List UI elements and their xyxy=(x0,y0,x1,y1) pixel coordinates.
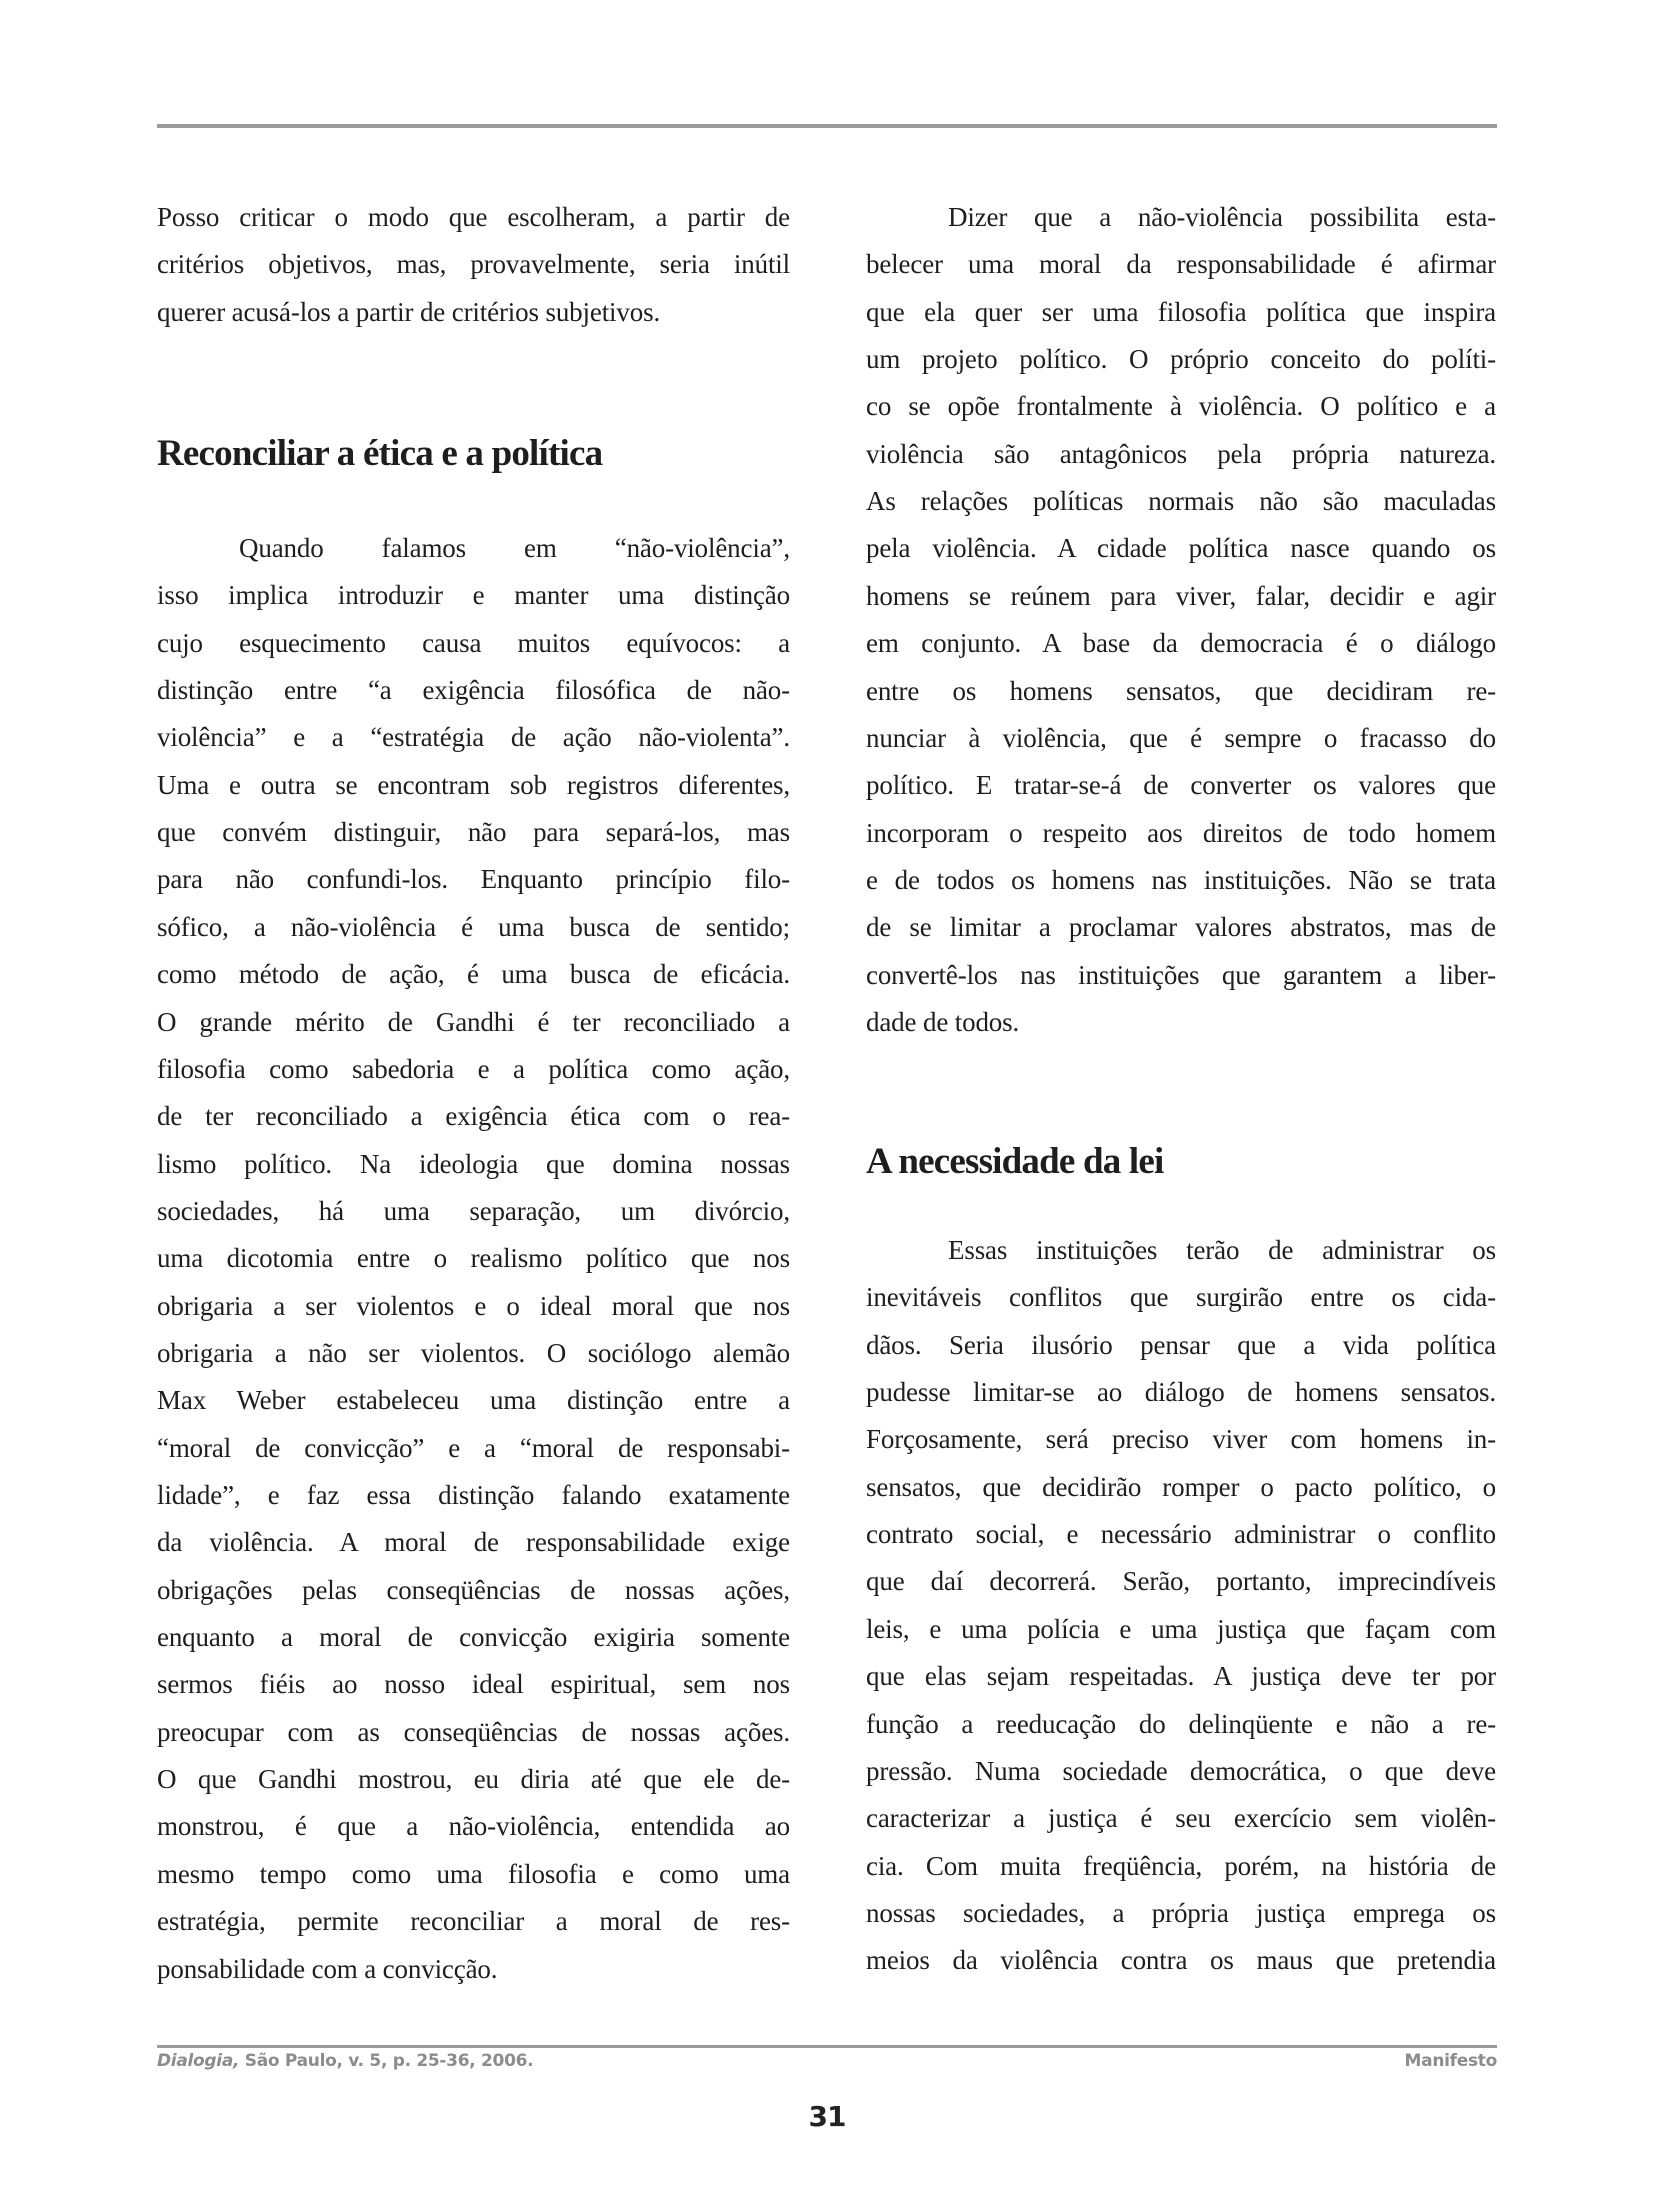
body-paragraph-line: entre os homens sensatos, que decidiram re- xyxy=(866,675,1496,706)
body-paragraph-line: leis, e uma polícia e uma justiça que façam com xyxy=(866,1613,1496,1644)
body-paragraph-line: da violência. A moral de responsabilidade exige xyxy=(157,1527,790,1558)
body-paragraph-line: como método de ação, é uma busca de eficácia. xyxy=(157,959,790,990)
body-paragraph-line: belecer uma moral da responsabilidade é afirmar xyxy=(866,249,1496,280)
body-paragraph-line: político. E tratar-se-á de converter os valores que xyxy=(866,770,1496,801)
body-paragraph-line: cia. Com muita freqüência, porém, na história de xyxy=(866,1850,1496,1881)
body-paragraph-line: meios da violência contra os maus que pretendia xyxy=(866,1945,1496,1976)
body-paragraph-line: sociedades, há uma separação, um divórcio, xyxy=(157,1195,790,1226)
body-paragraph-line: convertê-los nas instituições que garantem a liber- xyxy=(866,959,1496,990)
body-paragraph-line: mesmo tempo como uma filosofia e como uma xyxy=(157,1858,790,1889)
body-paragraph-line: Dizer que a não-violência possibilita esta- xyxy=(948,202,1496,232)
body-paragraph-line: nossas sociedades, a própria justiça emprega os xyxy=(866,1897,1496,1928)
body-paragraph-line: distinção entre “a exigência filosófica de não- xyxy=(157,675,790,706)
body-paragraph-line: uma dicotomia entre o realismo político que nos xyxy=(157,1243,790,1274)
body-paragraph-line: Max Weber estabeleceu uma distinção entre a xyxy=(157,1385,790,1416)
body-paragraph-line: em conjunto. A base da democracia é o diálogo xyxy=(866,628,1496,659)
body-paragraph-line: de ter reconciliado a exigência ética com o rea- xyxy=(157,1101,790,1132)
body-paragraph-line: violência são antagônicos pela própria natureza. xyxy=(866,438,1496,469)
body-paragraph-line: filosofia como sabedoria e a política como ação, xyxy=(157,1053,790,1084)
footer-citation xyxy=(157,2048,533,2074)
body-paragraph-line: estratégia, permite reconciliar a moral de res- xyxy=(157,1906,790,1937)
body-paragraph-line: ponsabilidade com a convicção. xyxy=(157,1953,498,1984)
body-paragraph-line: homens se reúnem para viver, falar, decidir e agir xyxy=(866,580,1496,611)
body-paragraph-line: O que Gandhi mostrou, eu diria até que ele de- xyxy=(157,1764,790,1795)
body-paragraph-line: co se opõe frontalmente à violência. O político e a xyxy=(866,391,1496,422)
body-paragraph-line: para não confundi-los. Enquanto princípio filo- xyxy=(157,864,790,895)
body-paragraph-line: pressão. Numa sociedade democrática, o que deve xyxy=(866,1755,1496,1786)
body-paragraph-line: caracterizar a justiça é seu exercício sem violên- xyxy=(866,1803,1496,1834)
body-paragraph-line: inevitáveis conflitos que surgirão entre os cida- xyxy=(866,1282,1496,1313)
body-paragraph-line: que daí decorrerá. Serão, portanto, imprecindíveis xyxy=(866,1566,1496,1597)
body-paragraph-line: incorporam o respeito aos direitos de todo homem xyxy=(866,817,1496,848)
body-paragraph-line: função a reeducação do delinqüente e não a re- xyxy=(866,1708,1496,1739)
body-paragraph-line: sensatos, que decidirão romper o pacto político, o xyxy=(866,1471,1496,1502)
section-heading-necessidade: A necessidade da lei xyxy=(866,1141,1164,1182)
body-paragraph-line: lismo político. Na ideologia que domina nossas xyxy=(157,1148,790,1179)
page-number: 31 xyxy=(808,2100,846,2133)
body-paragraph-line: pudesse limitar-se ao diálogo de homens sensatos. xyxy=(866,1377,1496,1408)
citation-details: São Paulo, v. 5, p. 25-36, 2006. xyxy=(239,2051,534,2071)
body-paragraph-line: nunciar à violência, que é sempre o fracasso do xyxy=(866,722,1496,753)
body-paragraph-line: O grande mérito de Gandhi é ter reconciliado a xyxy=(157,1006,790,1037)
footer-section-label: Manifesto xyxy=(1404,2051,1497,2071)
body-paragraph-line: obrigações pelas conseqüências de nossas ações, xyxy=(157,1574,790,1605)
body-paragraph-line: sófico, a não-violência é uma busca de sentido; xyxy=(157,911,790,942)
body-paragraph-line: “moral de convicção” e a “moral de responsabi- xyxy=(157,1432,790,1463)
body-paragraph-line: que convém distinguir, não para separá-los, mas xyxy=(157,817,790,848)
body-paragraph-line: pela violência. A cidade política nasce quando os xyxy=(866,533,1496,564)
body-paragraph-line: monstrou, é que a não-violência, entendida ao xyxy=(157,1811,790,1842)
body-paragraph-line: dãos. Seria ilusório pensar que a vida política xyxy=(866,1329,1496,1360)
body-paragraph-line: contrato social, e necessário administrar o conflito xyxy=(866,1519,1496,1550)
body-paragraph-line: enquanto a moral de convicção exigiria somente xyxy=(157,1622,790,1653)
journal-name: Dialogia, xyxy=(157,2051,240,2071)
intro-paragraph-line: critérios objetivos, mas, provavelmente, seria inútil xyxy=(157,249,790,280)
header-rule xyxy=(157,124,1497,128)
body-paragraph-line: e de todos os homens nas instituições. Não se trata xyxy=(866,864,1496,895)
body-paragraph-line: Essas instituições terão de administrar os xyxy=(948,1235,1496,1265)
body-paragraph-line: Uma e outra se encontram sob registros diferentes, xyxy=(157,769,790,800)
body-paragraph-line: sermos fiéis ao nosso ideal espiritual, sem nos xyxy=(157,1669,790,1700)
body-paragraph-line: obrigaria a ser violentos e o ideal moral que nos xyxy=(157,1290,790,1321)
body-paragraph-line: violência” e a “estratégia de ação não-violenta”. xyxy=(157,722,790,753)
body-paragraph-line: de se limitar a proclamar valores abstratos, mas de xyxy=(866,912,1496,943)
body-paragraph-line: cujo esquecimento causa muitos equívocos: a xyxy=(157,627,790,658)
body-paragraph-line: que ela quer ser uma filosofia política que inspira xyxy=(866,296,1496,327)
body-paragraph-line: isso implica introduzir e manter uma distinção xyxy=(157,580,790,611)
body-paragraph-line: As relações políticas normais não são maculadas xyxy=(866,486,1496,517)
body-paragraph-line: preocupar com as conseqüências de nossas ações. xyxy=(157,1716,790,1747)
intro-paragraph-line: Posso criticar o modo que escolheram, a partir de xyxy=(157,202,790,232)
body-paragraph-line: dade de todos. xyxy=(866,1006,1020,1037)
intro-paragraph-line: querer acusá-los a partir de critérios subjetivos. xyxy=(157,296,661,327)
body-paragraph-line: lidade”, e faz essa distinção falando exatamente xyxy=(157,1480,790,1510)
body-paragraph-line: que elas sejam respeitadas. A justiça deve ter por xyxy=(866,1661,1496,1692)
body-paragraph-line: obrigaria a não ser violentos. O sociólogo alemão xyxy=(157,1337,790,1368)
body-paragraph-line: um projeto político. O próprio conceito do políti- xyxy=(866,344,1496,375)
section-heading-reconciliar: Reconciliar a ética e a política xyxy=(157,433,603,474)
body-paragraph-line: Quando falamos em “não-violência”, xyxy=(239,533,790,563)
body-paragraph-line: Forçosamente, será preciso viver com homens in- xyxy=(866,1424,1496,1455)
